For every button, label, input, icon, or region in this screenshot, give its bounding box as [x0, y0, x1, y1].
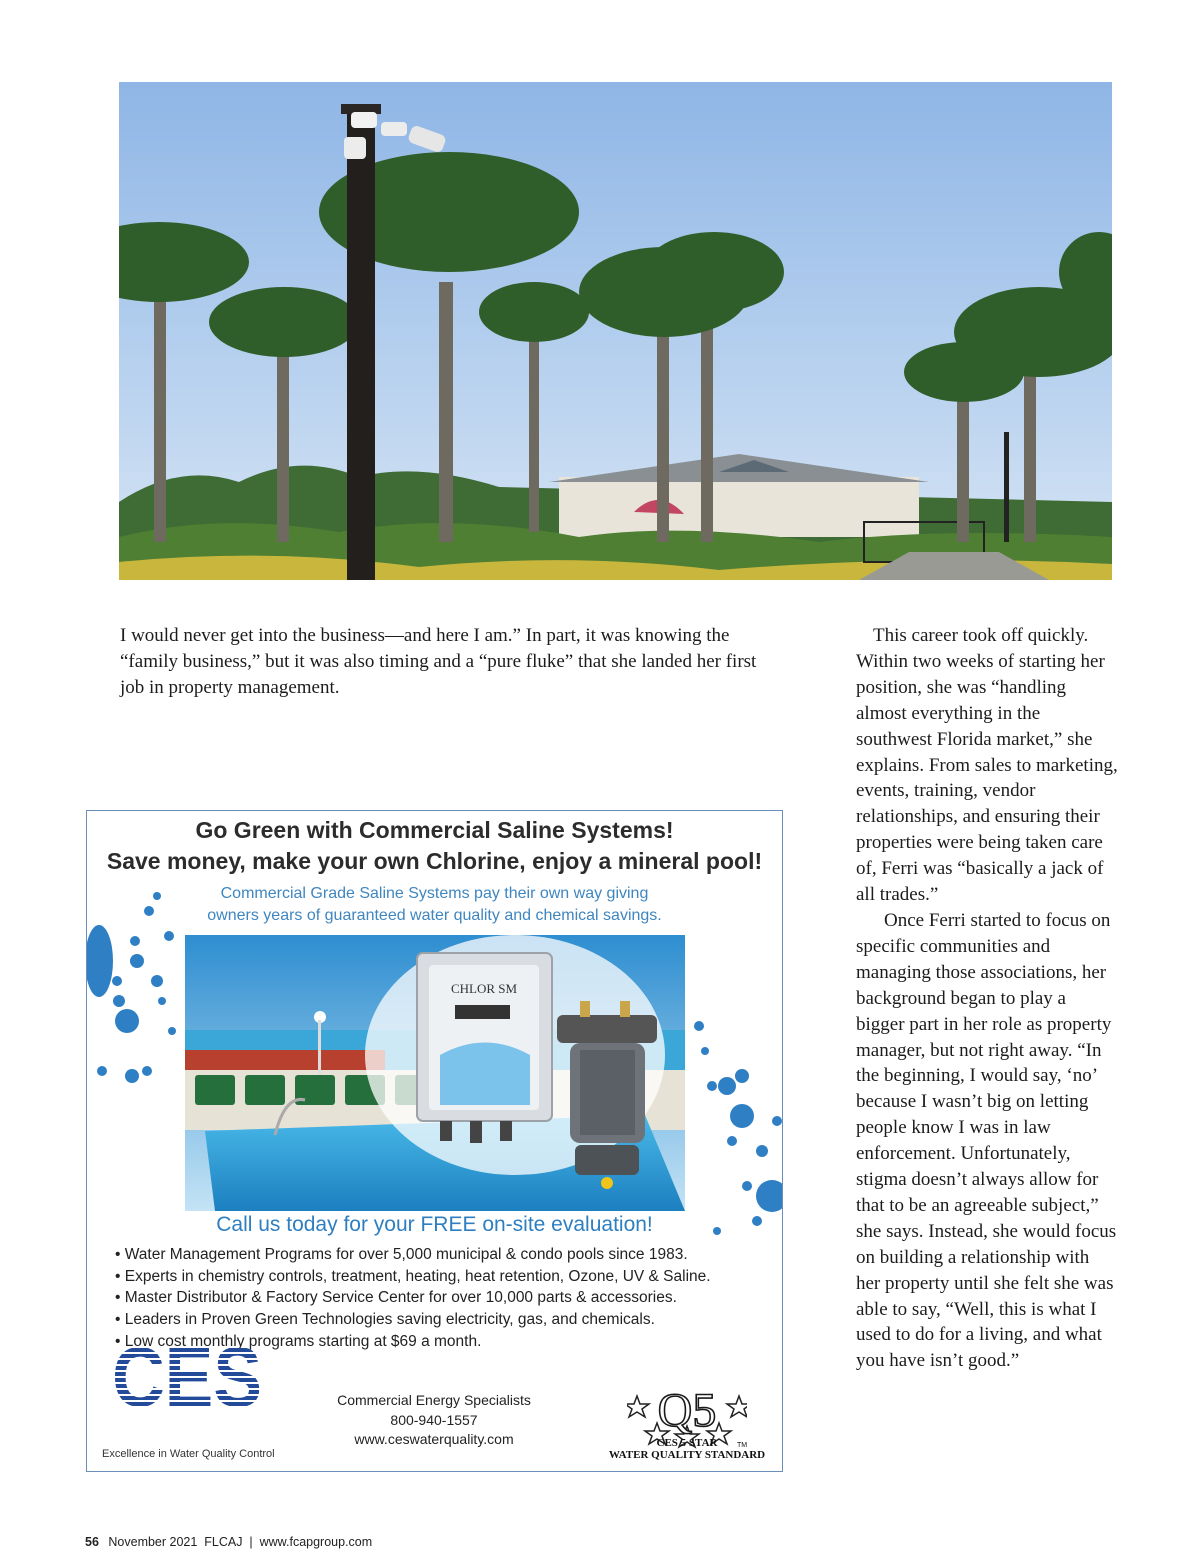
article-paragraph: I would never get into the business—and here I am.” In part, it was knowing the “family business,” but it was also timing and a “pure fluke” that she landed her first job in property management. — [120, 625, 757, 698]
page-footer — [85, 1535, 372, 1549]
issue-info: November 2021 FLCAJ | www.fcapgroup.com — [108, 1535, 373, 1549]
phone-number[interactable]: 800-940-1557 — [390, 1411, 478, 1428]
list-item: • Leaders in Proven Green Technologies saving electricity, gas, and chemicals. — [115, 1309, 711, 1331]
bubbles-decoration — [87, 881, 187, 1181]
article-right-column — [856, 623, 1118, 1374]
badge-caption: CES 5 STAR WATER QUALITY STANDARD — [608, 1437, 766, 1461]
list-item: • Master Distributor & Factory Service Center for over 10,000 parts & accessories. — [115, 1287, 711, 1309]
svg-text:CES: CES — [112, 1336, 262, 1414]
saline-system-image — [185, 935, 685, 1211]
page-number: 56 — [85, 1535, 99, 1549]
ces-advertisement[interactable] — [86, 810, 783, 1472]
ad-headline: Go Green with Commercial Saline Systems! — [195, 817, 674, 843]
list-item: • Experts in chemistry controls, treatment, heating, heat retention, Ozone, UV & Saline. — [115, 1266, 711, 1288]
ad-call-to-action: Call us today for your FREE on-site evaluation! — [216, 1213, 653, 1236]
ad-headline-secondary: Save money, make your own Chlorine, enjoy a mineral pool! — [106, 848, 763, 874]
list-item: • Water Management Programs for over 5,000 municipal & condo pools since 1983. — [115, 1244, 711, 1266]
article-paragraph: This career took off quickly. Within two weeks of starting her position, she was “handling almost everything in the southwest Florida market,” she explains. From sales to marketing, events, training, vendor relationships, and ensuring their properties were being taken care of, Ferri was “basically a jack of all trades.” — [856, 625, 1118, 906]
website-link[interactable]: www.ceswaterquality.com — [354, 1431, 514, 1447]
device-label: CHLOR SM — [450, 981, 518, 996]
contact-info — [307, 1391, 561, 1450]
article-paragraph: Once Ferri started to focus on specific communities and managing those associations, her background began to play a bigger part in her role as property manager, but not right away. “In the beginning, I would say, ‘no’ because I wasn’t big on letting people know I was in law enforcement. Unfortunately, stigma doesn’t always allow for that to be an agreeable subject,” she says. Instead, she would focus on building a relationship with her property until she felt she was able to say, “Well, this is what I used to do for a living, and what you have isn’t good.” — [856, 909, 1117, 1372]
company-name: Commercial Energy Specialists — [337, 1392, 531, 1408]
logo-tagline: Excellence in Water Quality Control — [102, 1448, 275, 1460]
ad-subheadline: Commercial Grade Saline Systems pay their own way giving owners years of guaranteed water quality and chemical savings. — [207, 885, 662, 924]
svg-text:Q5: Q5 — [657, 1384, 717, 1437]
hero-photo — [119, 82, 1112, 580]
article-left-column — [120, 623, 785, 701]
list-item: • Low cost monthly programs starting at $69 a month. — [115, 1331, 711, 1353]
svg-text:TM: TM — [737, 1442, 747, 1449]
ces-logo — [107, 1336, 267, 1414]
